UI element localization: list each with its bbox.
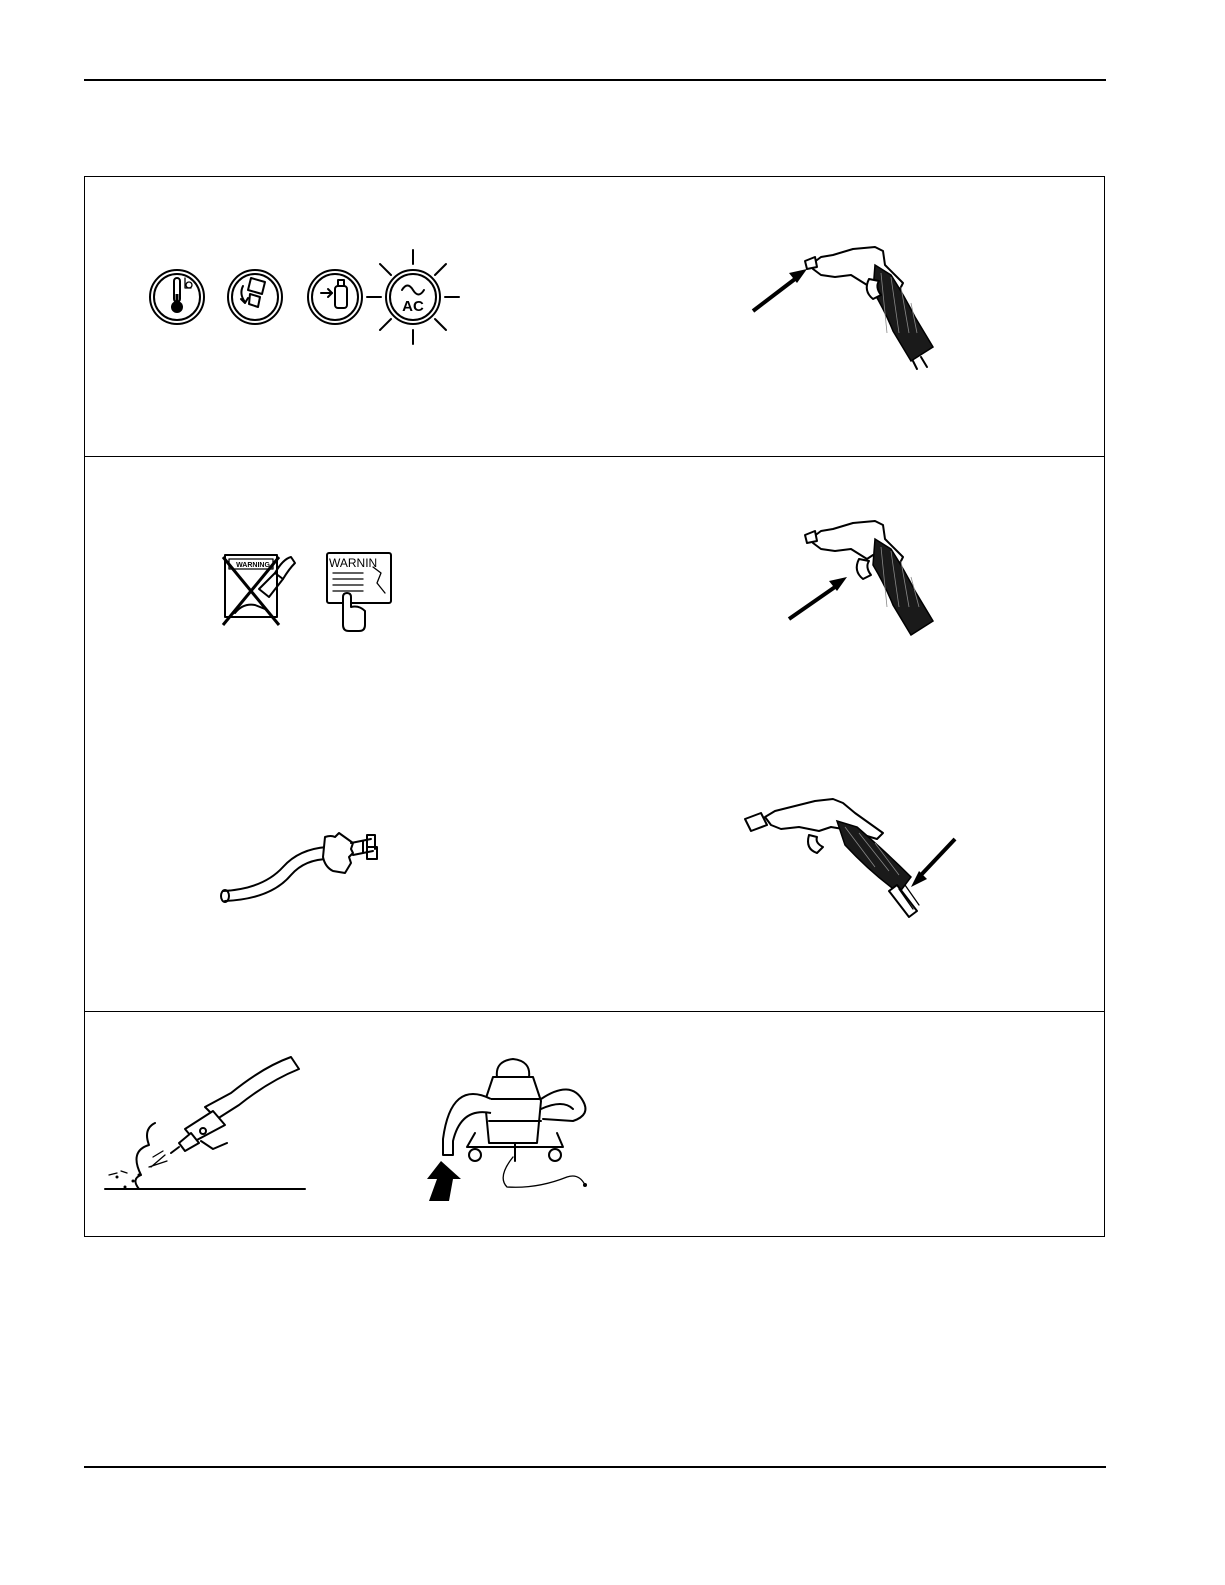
torch-tip-illustration <box>745 217 995 367</box>
replace-label-icon <box>327 553 391 631</box>
arrow-icon <box>753 269 807 311</box>
arrow-icon <box>789 577 847 619</box>
plasma-torch-icon <box>805 521 933 635</box>
illustration-table <box>84 176 1105 1237</box>
header-rule <box>84 79 1106 81</box>
arrow-icon <box>427 1161 461 1201</box>
arrow-icon <box>911 839 955 887</box>
ac-power-icon <box>367 250 459 344</box>
gas-cylinder-icon <box>308 270 362 324</box>
row-divider-1 <box>85 456 1104 457</box>
torch-cable-illustration <box>725 787 965 927</box>
warning-large-text: WARNIN <box>329 556 378 570</box>
plasma-torch-icon <box>745 799 919 917</box>
vacuum-cleaner-icon <box>443 1059 587 1187</box>
power-plug-illustration <box>215 807 395 907</box>
compressed-air-gun-icon <box>105 1057 305 1189</box>
no-paint-over-label-icon <box>223 555 295 625</box>
warning-labels-group <box>215 537 415 637</box>
ac-text: AC <box>402 298 424 315</box>
warning-small-text: WARNING <box>236 562 270 569</box>
power-plug-icon <box>221 833 377 902</box>
torch-trigger-illustration <box>785 507 985 657</box>
vacuum-illustration <box>425 1037 605 1207</box>
row-divider-2 <box>85 1011 1104 1012</box>
nozzle-change-icon <box>228 270 282 324</box>
thermometer-icon <box>150 270 204 324</box>
air-gun-illustration <box>95 1047 315 1207</box>
status-icons-group <box>147 242 477 352</box>
plasma-torch-icon <box>805 247 933 369</box>
footer-rule <box>84 1466 1106 1468</box>
